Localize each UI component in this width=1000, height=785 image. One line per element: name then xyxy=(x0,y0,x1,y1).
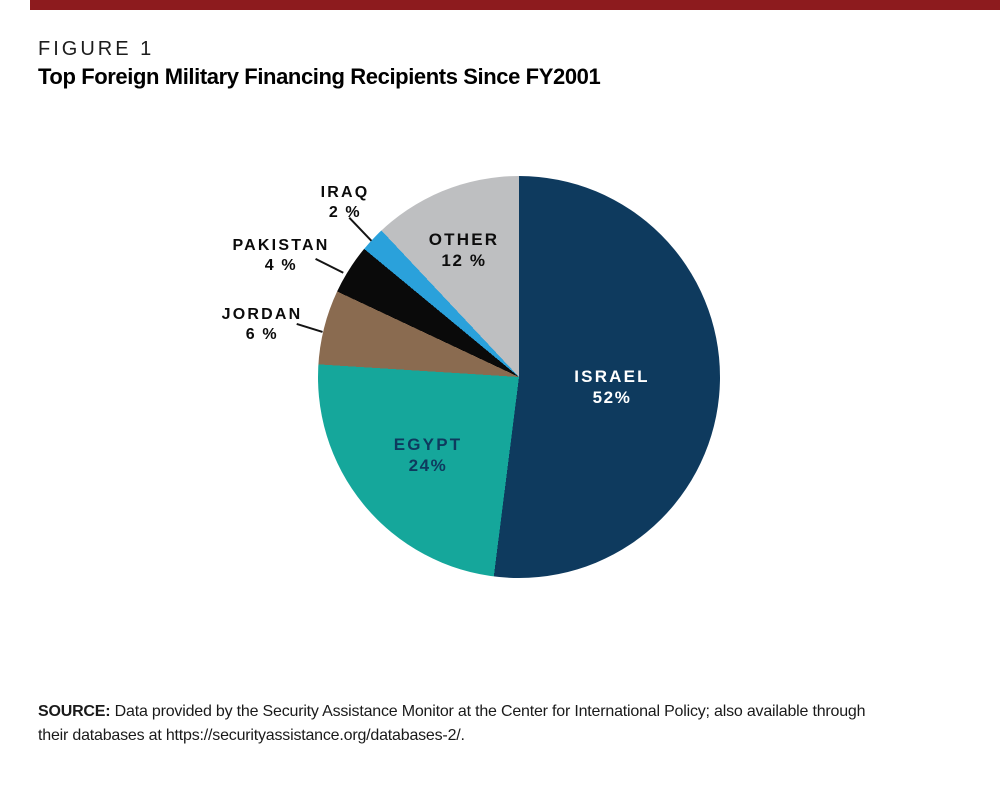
slice-label-other xyxy=(429,229,500,271)
slice-name: IRAQ xyxy=(320,184,370,201)
slice-value: 24% xyxy=(408,456,448,475)
slice-name: PAKISTAN xyxy=(232,237,330,254)
pie-chart xyxy=(318,176,720,578)
top-accent-bar xyxy=(30,0,1000,10)
slice-value: 12 % xyxy=(441,251,487,270)
figure-title: Top Foreign Military Financing Recipients Since FY2001 xyxy=(38,64,601,89)
slice-label-iraq xyxy=(321,183,370,223)
slice-value: 2 % xyxy=(328,204,362,221)
slice-name: EGYPT xyxy=(393,435,463,454)
figure-number: FIGURE 1 xyxy=(38,38,155,60)
slice-label-egypt xyxy=(394,434,463,476)
slice-label-pakistan xyxy=(232,236,329,276)
source-prefix: SOURCE: xyxy=(38,703,111,720)
slice-name: JORDAN xyxy=(221,306,303,323)
slice-name: ISRAEL xyxy=(574,367,650,386)
source-line2: their databases at https://securityassistance.org/databases-2/. xyxy=(38,727,465,744)
slice-value: 52% xyxy=(592,388,632,407)
slice-value: 4 % xyxy=(264,257,298,274)
source-note xyxy=(38,700,948,748)
slice-name: OTHER xyxy=(428,230,500,249)
slice-label-jordan xyxy=(222,305,303,345)
slice-value: 6 % xyxy=(245,326,279,343)
slice-label-israel xyxy=(574,366,650,408)
source-line1: Data provided by the Security Assistance Monitor at the Center for International Policy; also available through xyxy=(114,703,866,720)
